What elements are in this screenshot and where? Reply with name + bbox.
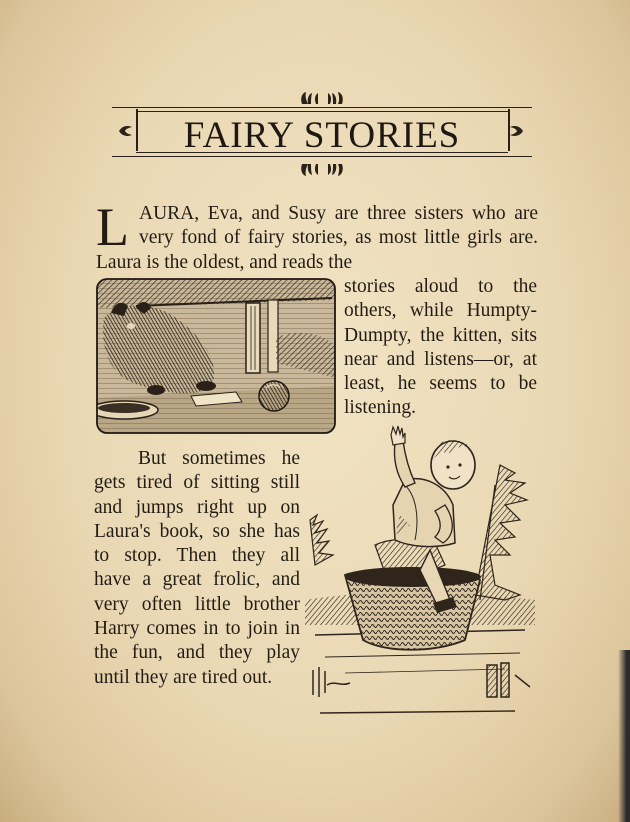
- right-flourish-icon: [508, 124, 524, 138]
- title-rule-bottom-inner: [136, 152, 508, 153]
- drop-cap: L: [96, 197, 129, 257]
- paragraph-listening: stories aloud to the others, while Humpty-Dumpty, the kitten, sits near and listens—or, at least, he seems to be listening.: [344, 276, 537, 419]
- kitten-illustration: [96, 278, 336, 434]
- page-title: FAIRY STORIES: [183, 115, 461, 156]
- paragraph-intro-text: AURA, Eva, and Susy are three sisters who are very fond of fairy stories, as most little girls are. Laura is the oldest, and reads the: [96, 203, 538, 273]
- title-block: [112, 90, 532, 180]
- left-flourish-icon: [118, 124, 134, 138]
- page-edge-shadow: [618, 650, 630, 822]
- boy-in-basket-illustration: [305, 425, 535, 720]
- title-rule-top: [112, 107, 532, 108]
- paragraph-intro: [96, 197, 538, 275]
- paragraph-frolic: But sometimes he gets tired of sitting still and jumps right up on Laura's book, so she has to stop. Then they all have a great frolic, and very often little brother Harry comes in to join in the fun, and they play until they are tired out.: [94, 448, 300, 688]
- bottom-flourish-icon: [298, 162, 346, 178]
- top-flourish-icon: [298, 90, 346, 106]
- title-rule-bottom: [112, 156, 532, 157]
